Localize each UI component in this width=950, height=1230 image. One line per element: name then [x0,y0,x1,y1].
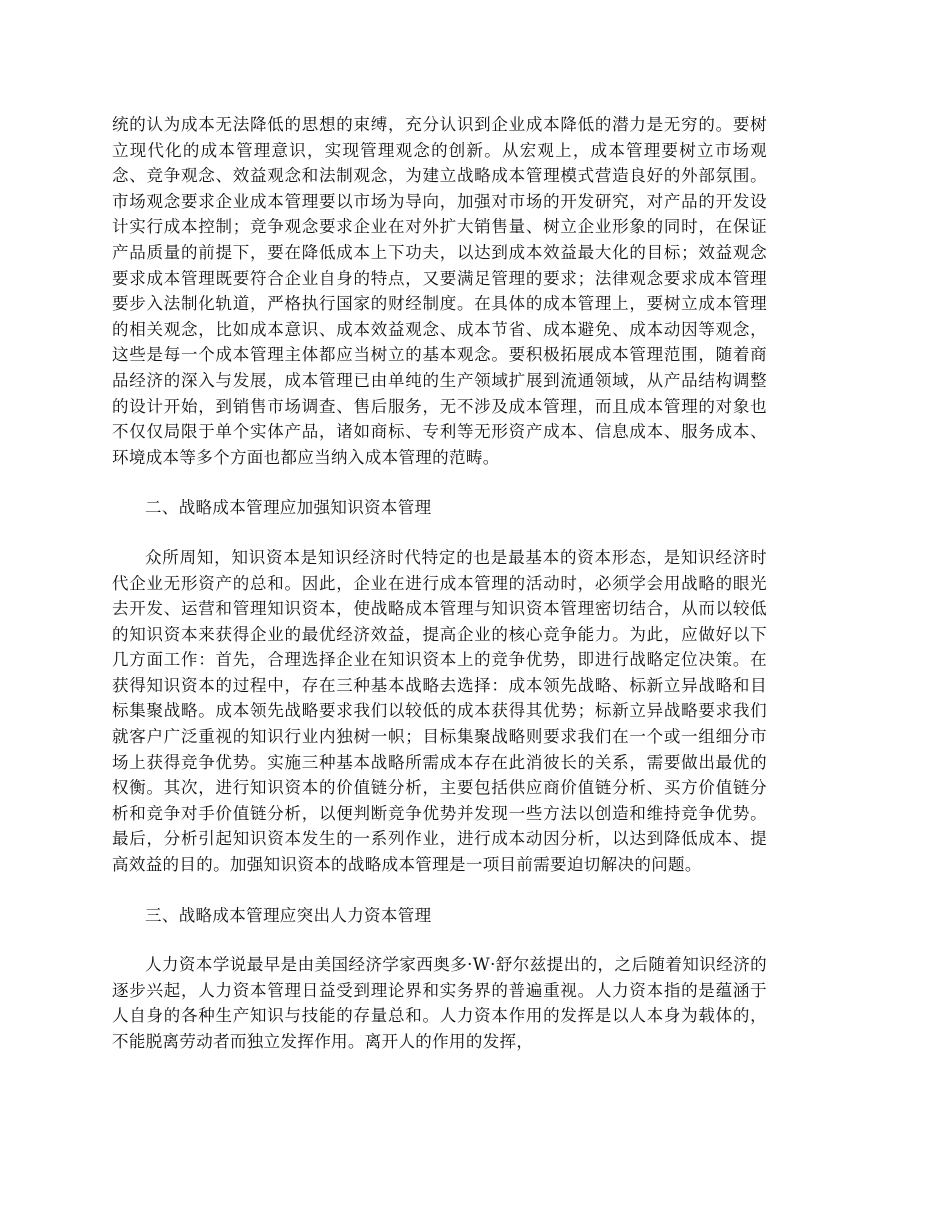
body-paragraph-3: 人力资本学说最早是由美国经济学家西奥多·W·舒尔兹提出的，之后随着知识经济的逐步兴起，人力资本管理日益受到理论界和实务界的普遍重视。人力资本指的是蕴涵于人自身的各种生产知识与技能的存量总和。人力资本作用的发挥是以人本身为载体的，不能脱离劳动者而独立发挥作用。离开人的作用的发挥， [112,955,767,1051]
section-heading-3: 三、战略成本管理应突出人力资本管理 [145,905,432,925]
document-page [112,112,767,1055]
section-heading-2: 二、战略成本管理应加强知识资本管理 [145,498,432,518]
body-paragraph-2: 众所周知，知识资本是知识经济时代特定的也是最基本的资本形态，是知识经济时代企业无形资产的总和。因此，企业在进行成本管理的活动时，必须学会用战略的眼光去开发、运营和管理知识资本，使战略成本管理与知识资本管理密切结合，从而以较低的知识资本来获得企业的最优经济效益，提高企业的核心竞争能力。为此，应做好以下几方面工作：首先，合理选择企业在知识资本上的竞争优势，即进行战略定位决策。在获得知识资本的过程中，存在三种基本战略去选择：成本领先战略、标新立异战略和目标集聚战略。成本领先战略要求我们以较低的成本获得其优势；标新立异战略要求我们就客户广泛重视的知识行业内独树一帜；目标集聚战略则要求我们在一个或一组细分市场上获得竞争优势。实施三种基本战略所需成本存在此消彼长的关系，需要做出最优的权衡。其次，进行知识资本的价值链分析，主要包括供应商价值链分析、买方价值链分析和竞争对手价值链分析，以便判断竞争优势并发现一些方法以创造和维持竞争优势。最后，分析引起知识资本发生的一系列作业，进行成本动因分析，以达到降低成本、提高效益的目的。加强知识资本的战略成本管理是一项目前需要迫切解决的问题。 [112,547,767,875]
body-paragraph-1: 统的认为成本无法降低的思想的束缚，充分认识到企业成本降低的潜力是无穷的。要树立现代化的成本管理意识，实现管理观念的创新。从宏观上，成本管理要树立市场观念、竞争观念、效益观念和法制观念，为建立战略成本管理模式营造良好的外部氛围。市场观念要求企业成本管理要以市场为导向，加强对市场的开发研究，对产品的开发设计实行成本控制；竞争观念要求企业在对外扩大销售量、树立企业形象的同时，在保证产品质量的前提下，要在降低成本上下功夫，以达到成本效益最大化的目标；效益观念要求成本管理既要符合企业自身的特点，又要满足管理的要求；法律观念要求成本管理要步入法制化轨道，严格执行国家的财经制度。在具体的成本管理上，要树立成本管理的相关观念，比如成本意识、成本效益观念、成本节省、成本避免、成本动因等观念，这些是每一个成本管理主体都应当树立的基本观念。要积极拓展成本管理范围，随着商品经济的深入与发展，成本管理已由单纯的生产领域扩展到流通领域，从产品结构调整的设计开始，到销售市场调查、售后服务，无不涉及成本管理，而且成本管理的对象也不仅仅局限于单个实体产品，诸如商标、专利等无形资产成本、信息成本、服务成本、环境成本等多个方面也都应当纳入成本管理的范畴。 [112,115,767,467]
